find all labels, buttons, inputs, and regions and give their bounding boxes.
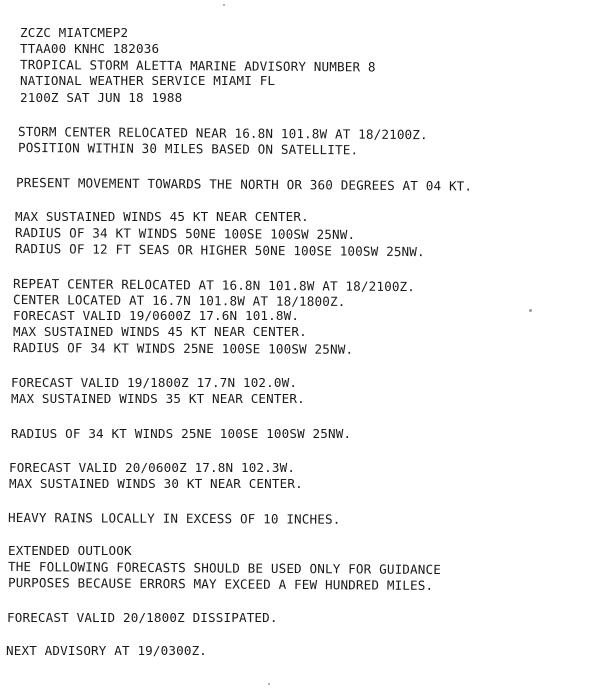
forecast-1800-line: FORECAST VALID 19/1800Z 17.7N 102.0W. <box>11 375 298 390</box>
scan-speck <box>223 4 225 6</box>
bulletin-id-line: ZCZC MIATCMEP2 <box>20 25 129 40</box>
advisory-title: TROPICAL STORM ALETTA MARINE ADVISORY NUMBER 8 <box>19 57 376 75</box>
outlook-errors-line: PURPOSES BECAUSE ERRORS MAY EXCEED A FEW HUNDRED MILES. <box>7 575 434 593</box>
movement-line: PRESENT MOVEMENT TOWARDS THE NORTH OR 360 DEGREES AT 04 KT. <box>15 175 473 194</box>
forecast-0600-radius-line: RADIUS OF 34 KT WINDS 25NE 100SE 100SW 25NW. <box>12 340 354 357</box>
issue-time: 2100Z SAT JUN 18 1988 <box>20 90 183 105</box>
forecast-1800-radius-line: RADIUS OF 34 KT WINDS 25NE 100SE 100SW 25NW. <box>11 426 352 441</box>
scan-speck <box>268 683 270 685</box>
forecast-dissipated-line: FORECAST VALID 20/1800Z DISSIPATED. <box>7 610 278 625</box>
storm-center-line: STORM CENTER RELOCATED NEAR 16.8N 101.8W AT 18/2100Z. <box>17 124 428 143</box>
repeat-center-line: REPEAT CENTER RELOCATED AT 16.8N 101.8W AT 18/2100Z. <box>12 276 416 295</box>
extended-outlook-heading: EXTENDED OUTLOOK <box>8 543 132 558</box>
max-winds-line: MAX SUSTAINED WINDS 45 KT NEAR CENTER. <box>15 209 309 224</box>
forecast-0600-line: FORECAST VALID 19/0600Z 17.6N 101.8W. <box>13 308 300 323</box>
next-advisory-line: NEXT ADVISORY AT 19/0300Z. <box>6 643 208 658</box>
forecast-20-0600-winds-line: MAX SUSTAINED WINDS 30 KT NEAR CENTER. <box>9 476 303 491</box>
issuing-office: NATIONAL WEATHER SERVICE MIAMI FL <box>20 73 276 88</box>
forecast-1800-winds-line: MAX SUSTAINED WINDS 35 KT NEAR CENTER. <box>11 391 305 406</box>
forecast-0600-winds-line: MAX SUSTAINED WINDS 45 KT NEAR CENTER. <box>13 324 307 339</box>
forecast-20-0600-line: FORECAST VALID 20/0600Z 17.8N 102.3W. <box>9 460 296 475</box>
wmo-header-line: TTAA00 KNHC 182036 <box>20 41 160 56</box>
outlook-guidance-line: THE FOLLOWING FORECASTS SHOULD BE USED ONLY FOR GUIDANCE <box>7 559 442 578</box>
center-located-line: CENTER LOCATED AT 16.7N 101.8W AT 18/1800Z. <box>12 292 346 310</box>
position-accuracy-line: POSITION WITHIN 30 MILES BASED ON SATELLITE. <box>17 140 359 158</box>
seas-radius-line: RADIUS OF 12 FT SEAS OR HIGHER 50NE 100SE 100SW 25NW. <box>14 241 425 260</box>
heavy-rains-line: HEAVY RAINS LOCALLY IN EXCESS OF 10 INCHES. <box>7 510 341 527</box>
wind-radius-line: RADIUS OF 34 KT WINDS 50NE 100SE 100SW 25NW. <box>14 225 356 243</box>
scan-speck <box>529 309 532 312</box>
